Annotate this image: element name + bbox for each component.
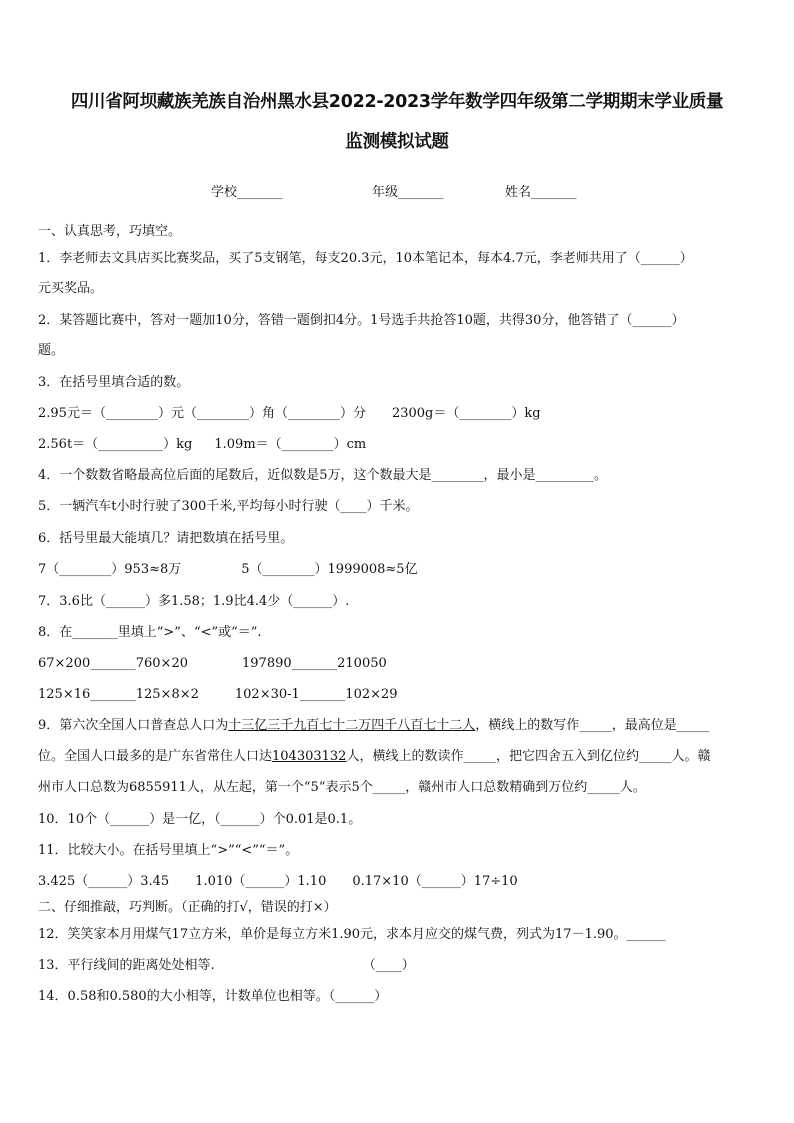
question-9-line-3: 州市人口总数为6855911人，从左起，第一个“5”表示5个_____，赣州市人口总数精确到万位约_____人。 — [38, 780, 646, 795]
question-9-line-2 — [38, 748, 768, 766]
question-12: 12．笑笑家本月用煤气17立方米，单价是每立方米1.90元，求本月应交的煤气费，列式为17－1.90。______ — [38, 927, 666, 942]
question-11-item-b: 1.010（______）1.10 — [195, 874, 327, 889]
section-heading-judge: 二、仔细推敲，巧判断。（正确的打√，错误的打×） — [38, 900, 337, 915]
question-2-line-1: 2．某答题比赛中，答对一题加10分，答错一题倒扣4分。1号选手共抢答10题，共得30分，他答错了（______） — [38, 313, 685, 328]
question-8-row-2 — [38, 686, 768, 704]
question-10: 10．10个（______）是一亿，（______）个0.01是0.1。 — [38, 812, 362, 827]
question-8-item-c: 125×16_______125×8×2 — [38, 687, 199, 702]
question-5: 5．一辆汽车t小时行驶了300千米,平均每小时行驶（____）千米。 — [38, 499, 419, 514]
student-info-row — [0, 181, 794, 201]
question-14: 14．0.58和0.580的大小相等，计数单位也相等。（______） — [38, 989, 388, 1004]
question-1-line-2: 元买奖品。 — [38, 281, 104, 296]
school-field[interactable]: 学校_______ — [211, 185, 283, 200]
question-9-text-a: 9．第六次全国人口普查总人口为 — [38, 718, 229, 733]
exam-title-line-1: 四川省阿坝藏族羌族自治州黑水县2022-2023学年数学四年级第二学期期末学业质量 — [70, 92, 724, 112]
question-3-mass-conversion: 2300g＝（________）kg — [391, 406, 541, 421]
question-13-answer-blank[interactable]: （____） — [362, 958, 415, 973]
grade-field[interactable]: 年级_______ — [372, 185, 444, 200]
question-8-row-1 — [38, 655, 768, 673]
question-6-stem: 6．括号里最大能填几？请把数填在括号里。 — [38, 531, 294, 546]
question-6-item-a: 7（________）953≈8万 — [38, 562, 182, 577]
question-8-item-b: 197890_______210050 — [242, 656, 387, 671]
question-2-line-2: 题。 — [38, 343, 65, 358]
question-7: 7．3.6比（______）多1.58；1.9比4.4少（______）. — [38, 594, 350, 609]
name-field[interactable]: 姓名_______ — [505, 185, 577, 200]
question-8-item-a: 67×200_______760×20 — [38, 656, 188, 671]
question-8-stem: 8．在_______里填上“>”、“<”或“＝”. — [38, 625, 262, 640]
question-6-row — [38, 561, 768, 579]
question-11-item-c: 0.17×10（______）17÷10 — [352, 874, 518, 889]
question-3-ton-conversion: 2.56t＝（__________）kg — [38, 437, 193, 452]
question-9-underlined-words: 十三亿三千九百七十二万四千八百七十二人 — [228, 718, 476, 733]
question-3-length-conversion: 1.09m＝（________）cm — [214, 437, 367, 452]
question-11-item-a: 3.425（______）3.45 — [38, 874, 170, 889]
question-9-text-c: 位。全国人口最多的是广东省常住人口达 — [38, 749, 273, 764]
question-4: 4．一个数数省略最高位后面的尾数后，近似数是5万，这个数最大是________，最小是_________。 — [38, 468, 608, 483]
question-3-stem: 3．在括号里填合适的数。 — [38, 375, 190, 390]
question-3-row-2 — [38, 436, 768, 454]
question-8-item-d: 102×30-1_______102×29 — [234, 687, 398, 702]
question-9-line-1 — [38, 717, 768, 735]
question-11-row — [38, 873, 768, 891]
section-heading-fill-blank: 一、认真思考，巧填空。 — [38, 224, 182, 239]
question-9-underlined-number: 104303132 — [272, 749, 347, 764]
question-9-text-b: ，横线上的数写作_____，最高位是_____ — [475, 718, 710, 733]
question-11-stem: 11．比较大小。在括号里填上“>”“<”“＝”。 — [38, 843, 299, 858]
question-3-row-1 — [38, 405, 768, 423]
question-1-line-1: 1．李老师去文具店买比赛奖品，买了5支钢笔，每支20.3元，10本笔记本，每本4.7元，李老师共用了（______） — [38, 251, 693, 266]
exam-title-line-2: 监测模拟试题 — [345, 132, 449, 152]
question-6-item-b: 5（________）1999008≈5亿 — [241, 562, 418, 577]
question-9-text-d: 人，横线上的数读作_____，把它四舍五入到亿位约_____人。赣 — [346, 749, 711, 764]
question-13 — [38, 957, 768, 975]
question-13-text: 13．平行线间的距离处处相等. — [38, 958, 215, 973]
question-3-money-conversion: 2.95元＝（________）元（________）角（________）分 — [38, 406, 366, 421]
